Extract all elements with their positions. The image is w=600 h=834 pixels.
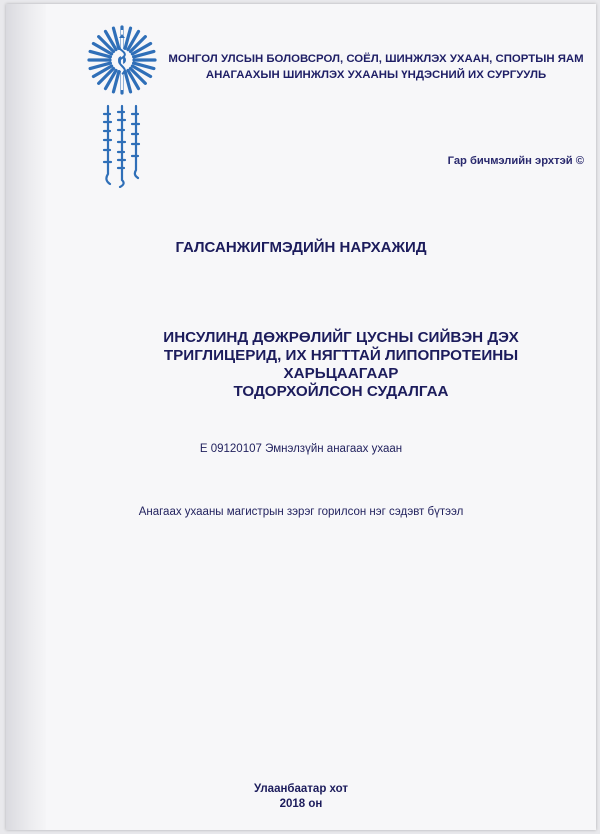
degree-statement: Анагаах ухааны магистрын зэрэг горилсон нэг сэдэвт бүтээл [138,506,464,518]
author-name: ГАЛСАНЖИГМЭДИЙН НАРХАЖИД [175,239,427,256]
university-name: АНАГААХЫН ШИНЖЛЭХ УХААНЫ ҮНДЭСНИЙ ИХ СУРГУУЛЬ [205,69,547,81]
copyright-note: Гар бичмэлийн эрхтэй © [447,155,584,167]
binding-spine [6,4,46,830]
year: 2018 он [279,798,323,810]
title-line-3: ТОДОРХОЙЛСОН СУДАЛГАА [233,383,449,400]
university-logo-icon [86,24,158,96]
institution-header [166,51,586,83]
place-and-year [6,782,596,812]
city: Улаанбаатар хот [253,783,349,795]
thesis-title [116,329,566,401]
document-page [6,4,596,830]
mongolian-script-logo [100,104,146,188]
title-line-2: ТРИГЛИЦЕРИД, ИХ НЯГТТАЙ ЛИПОПРОТЕИНЫ ХАРЬЦААГААР [163,347,519,382]
ministry-name: МОНГОЛ УЛСЫН БОЛОВСРОЛ, СОЁЛ, ШИНЖЛЭХ УХААН, СПОРТЫН ЯАМ [168,53,584,65]
title-line-1: ИНСУЛИНД ДӨЖРӨЛИЙГ ЦУСНЫ СИЙВЭН ДЭХ [163,329,519,346]
specialty-code: Е 09120107 Эмнэлзүйн анагаах ухаан [199,443,403,455]
